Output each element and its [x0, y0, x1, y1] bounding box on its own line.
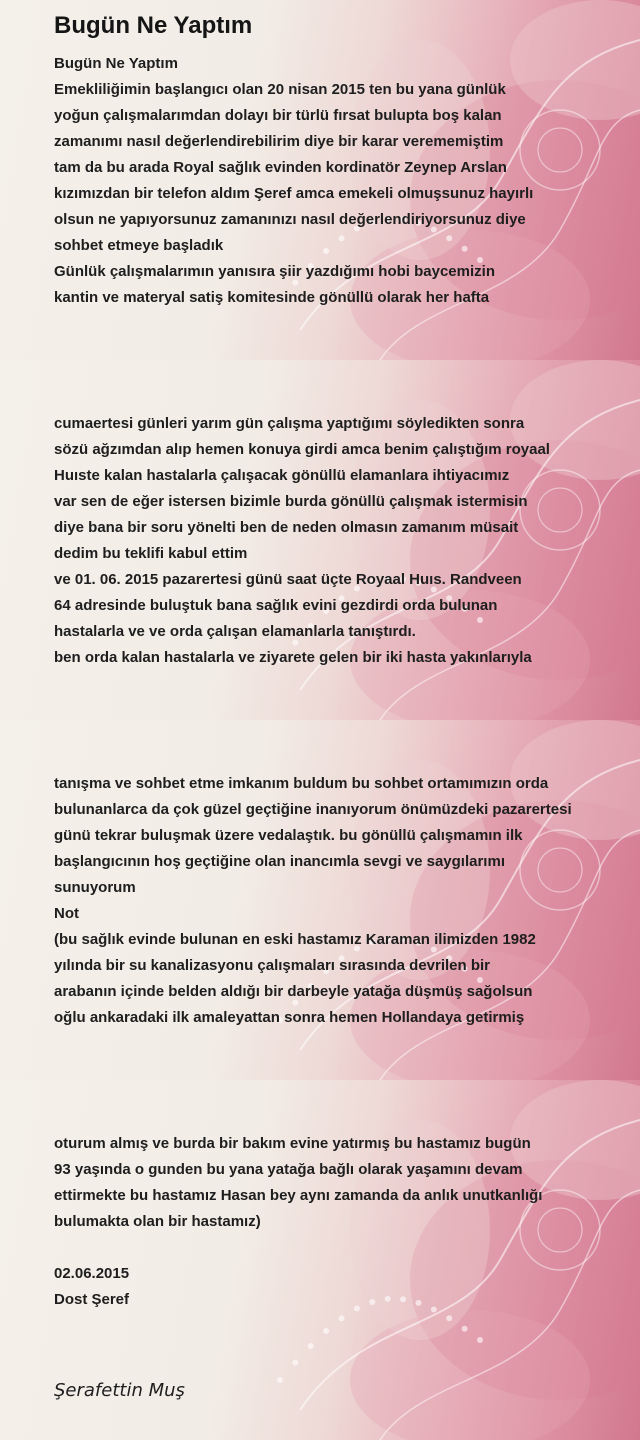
decorative-dot: [477, 617, 483, 623]
decorative-dot: [462, 246, 468, 252]
decorative-dot: [339, 235, 345, 241]
decorative-dot: [323, 1328, 329, 1334]
decorative-dot: [415, 1300, 421, 1306]
decorative-dot: [400, 1296, 406, 1302]
poem-line: günü tekrar buluşmak üzere vedalaştık. bu gönüllü çalışmamın ilk: [54, 827, 523, 844]
poem-line: ettirmekte bu hastamız Hasan bey aynı zamanda da anlık unutkanlığı: [54, 1187, 543, 1204]
poem-line: olsun ne yapıyorsunuz zamanınızı nasıl değerlendiriyorsunuz diye: [54, 211, 526, 228]
decorative-dot: [431, 1306, 437, 1312]
poem-signature: Dost Şeref: [54, 1291, 130, 1308]
decorative-dot: [385, 1296, 391, 1302]
poem-line: Not: [54, 905, 79, 922]
decorative-dot: [292, 1360, 298, 1366]
poem-line: arabanın içinde belden aldığı bir darbeyle yatağa düşmüş sağolsun: [54, 983, 533, 1000]
decorative-dot: [339, 1315, 345, 1321]
poem-line: yılında bir su kanalizasyonu çalışmaları sırasında devrilen bir: [54, 957, 491, 974]
page-title: Bugün Ne Yaptım: [54, 12, 253, 39]
author-name: Şerafettin Muş: [54, 1380, 185, 1401]
poem-line: zamanımı nasıl değerlendirebilirim diye bir karar verememiştim: [54, 133, 504, 150]
poem-line: 64 adresinde buluştuk bana sağlık evini gezdirdi orda bulunan: [54, 597, 498, 614]
decorative-dot: [446, 1315, 452, 1321]
decorative-dot: [462, 1326, 468, 1332]
decorative-shape: [350, 1120, 490, 1340]
poem-line: başlangıcının hoş geçtiğine olan inancımla sevgi ve saygılarımı: [54, 853, 505, 870]
poem-line: ve 01. 06. 2015 pazarertesi günü saat üçte Royaal Huıs. Randveen: [54, 571, 522, 588]
decorative-dot: [308, 1343, 314, 1349]
poem-line: kızımızdan bir telefon aldım Şeref amca emekeli olmuşsunuz hayırlı: [54, 185, 534, 202]
decorative-dot: [477, 1337, 483, 1343]
poem-line: oturum almış ve burda bir bakım evine yatırmış bu hastamız bugün: [54, 1135, 531, 1152]
poem-line: var sen de eğer istersen bizimle burda gönüllü çalışmak istermisin: [54, 493, 528, 510]
poem-line: sohbet etmeye başladık: [54, 237, 224, 254]
poem-line: Emekliliğimin başlangıcı olan 20 nisan 2015 ten bu yana günlük: [54, 81, 506, 98]
poem-line: 93 yaşında o gunden bu yana yatağa bağlı olarak yaşamını devam: [54, 1161, 523, 1178]
poem-line: tam da bu arada Royal sağlık evinden kordinatör Zeynep Arslan: [54, 159, 507, 176]
poem-line: oğlu ankaradaki ilk amaleyattan sonra hemen Hollandaya getirmiş: [54, 1009, 525, 1026]
poem-line: sözü ağzımdan alıp hemen konuya girdi amca benim çalıştığım royaal: [54, 441, 550, 458]
poem-line: bulumakta olan bir hastamız): [54, 1213, 261, 1230]
poem-line: cumaertesi günleri yarım gün çalışma yaptığımı söyledikten sonra: [54, 415, 525, 432]
decorative-dot: [446, 235, 452, 241]
poem-line: ben orda kalan hastalarla ve ziyarete gelen bir iki hasta yakınlarıyla: [54, 649, 532, 666]
poem-line: (bu sağlık evinde bulunan en eski hastamız Karaman ilimizden 1982: [54, 931, 536, 948]
decorative-dot: [354, 1306, 360, 1312]
poem-line: yoğun çalışmalarımdan dolayı bir türlü fırsat buluptа boş kalan: [54, 107, 502, 124]
poem-line: Bugün Ne Yaptım: [54, 55, 178, 72]
poem-line: Günlük çalışmalarımın yanısıra şiir yazdığımı hobi baycemizin: [54, 263, 495, 280]
poem-line: hastalarla ve ve orda çalışan elamanlarla tanıştırdı.: [54, 623, 416, 640]
poem-line: dedim bu teklifi kabul ettim: [54, 545, 248, 562]
decorative-dot: [369, 1299, 375, 1305]
decorative-dot: [277, 1377, 283, 1383]
poem-line: diye bana bir soru yönelti ben de neden olmasın zamanım müsait: [54, 519, 519, 536]
poem-line: kantin ve materyal satiş komitesinde gönüllü olarak her hafta: [54, 289, 490, 306]
poem-date: 02.06.2015: [54, 1265, 130, 1282]
poem-line: Huıste kalan hastalarla çalışacak gönüllü elamanlara ihtiyacımız: [54, 467, 510, 484]
poem-line: bulunanlarca da çok güzel geçtiğine inanıyorum önümüzdeki pazarertesi: [54, 801, 572, 818]
decorative-dot: [323, 248, 329, 254]
poem-line: sunuyorum: [54, 879, 136, 896]
poem-line: tanışma ve sohbet etme imkanım buldum bu sohbet ortamımızın orda: [54, 775, 549, 792]
